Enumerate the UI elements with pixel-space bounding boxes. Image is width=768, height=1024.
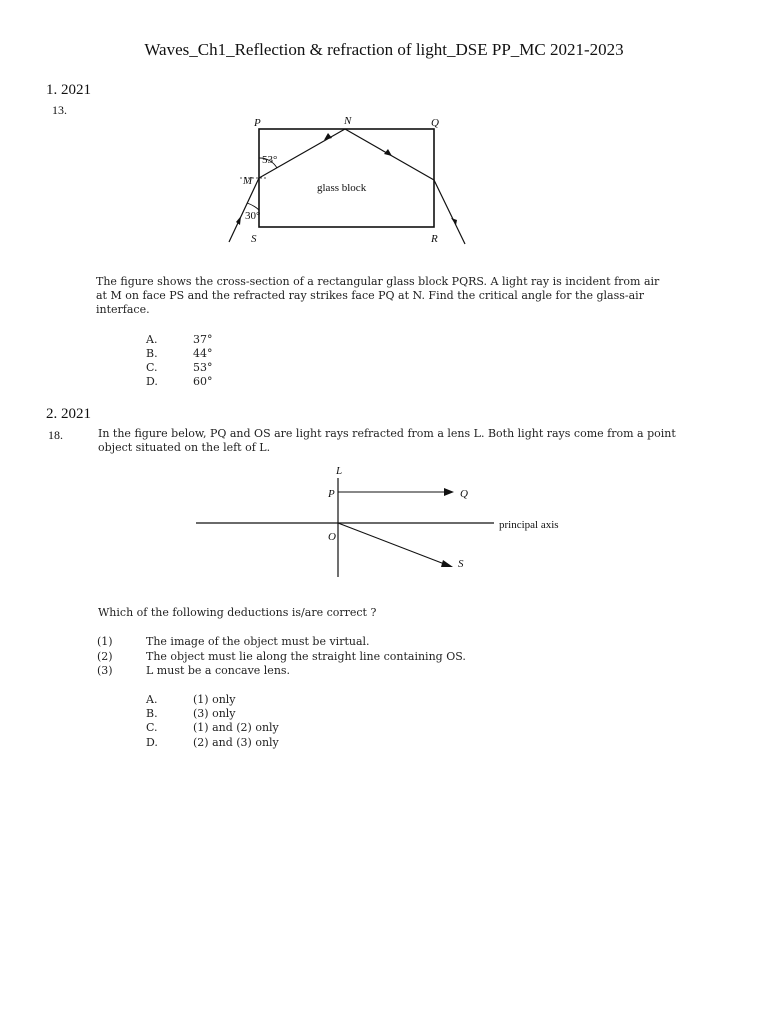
q13-option-a-letter: A. (146, 333, 158, 346)
arrow-icon (444, 488, 454, 496)
label-M: M (243, 175, 253, 187)
label-S: S (251, 233, 257, 245)
emergent-ray (434, 180, 465, 244)
question-number-13: 13. (52, 103, 67, 117)
q18-option-a-letter: A. (146, 693, 158, 706)
section-heading-2: 2. 2021 (46, 406, 91, 422)
q13-text-line-3: interface. (96, 303, 150, 316)
q13-text-line-1: The figure shows the cross-section of a rectangular glass block PQRS. A light ray is incident from air (96, 275, 660, 288)
glass-block-rect (259, 129, 434, 227)
principal-axis-label: principal axis (499, 519, 559, 531)
label-N: N (344, 115, 352, 127)
question-number-18: 18. (48, 428, 63, 442)
statement-3-num: (3) (97, 664, 113, 677)
q13-option-d-text: 60° (193, 375, 213, 388)
q18-text-line-2: object situated on the left of L. (98, 441, 271, 454)
section-heading-1: 1. 2021 (46, 82, 91, 98)
ray-OS (338, 523, 447, 565)
q18-option-d-text: (2) and (3) only (193, 736, 279, 749)
q18-text-line-1: In the figure below, PQ and OS are light rays refracted from a lens L. Both light rays come from a point (98, 427, 676, 440)
statement-3-text: L must be a concave lens. (146, 664, 291, 677)
label-O: O (328, 531, 336, 543)
q18-option-a-text: (1) only (193, 693, 236, 706)
statement-1-text: The image of the object must be virtual. (146, 635, 370, 648)
q18-option-b-text: (3) only (193, 707, 236, 720)
q18-question: Which of the following deductions is/are correct ? (98, 606, 377, 619)
label-Q2: Q (460, 488, 468, 500)
statement-2-text: The object must lie along the straight line containing OS. (146, 650, 466, 663)
label-Q: Q (431, 117, 439, 129)
statement-1-num: (1) (97, 635, 113, 648)
q18-option-d-letter: D. (146, 736, 158, 749)
label-S2: S (458, 558, 464, 570)
label-R: R (431, 233, 438, 245)
q18-option-c-text: (1) and (2) only (193, 721, 279, 734)
arrow-icon (236, 216, 241, 225)
q18-option-c-letter: C. (146, 721, 158, 734)
arrow-icon (451, 218, 457, 225)
angle-arc-30 (247, 203, 259, 210)
q13-option-b-text: 44° (193, 347, 213, 360)
statement-2-num: (2) (97, 650, 113, 663)
q13-text-line-2: at M on face PS and the refracted ray strikes face PQ at N. Find the critical angle for the glass-air (96, 289, 644, 302)
label-P: P (254, 117, 261, 129)
label-L: L (336, 465, 343, 477)
label-P2: P (328, 488, 335, 500)
arrow-icon (384, 149, 392, 156)
arrow-icon (441, 560, 453, 567)
q13-option-c-text: 53° (193, 361, 213, 374)
glass-block-label: glass block (317, 182, 367, 194)
q18-option-b-letter: B. (146, 707, 158, 720)
page-title: Waves_Ch1_Reflection & refraction of light_DSE PP_MC 2021-2023 (144, 40, 624, 59)
angle-label-30: 30° (245, 210, 261, 222)
q13-option-d-letter: D. (146, 375, 158, 388)
q13-option-b-letter: B. (146, 347, 158, 360)
arrow-icon (324, 133, 332, 140)
angle-label-53: 53° (262, 154, 278, 166)
q13-option-c-letter: C. (146, 361, 158, 374)
q13-option-a-text: 37° (193, 333, 213, 346)
